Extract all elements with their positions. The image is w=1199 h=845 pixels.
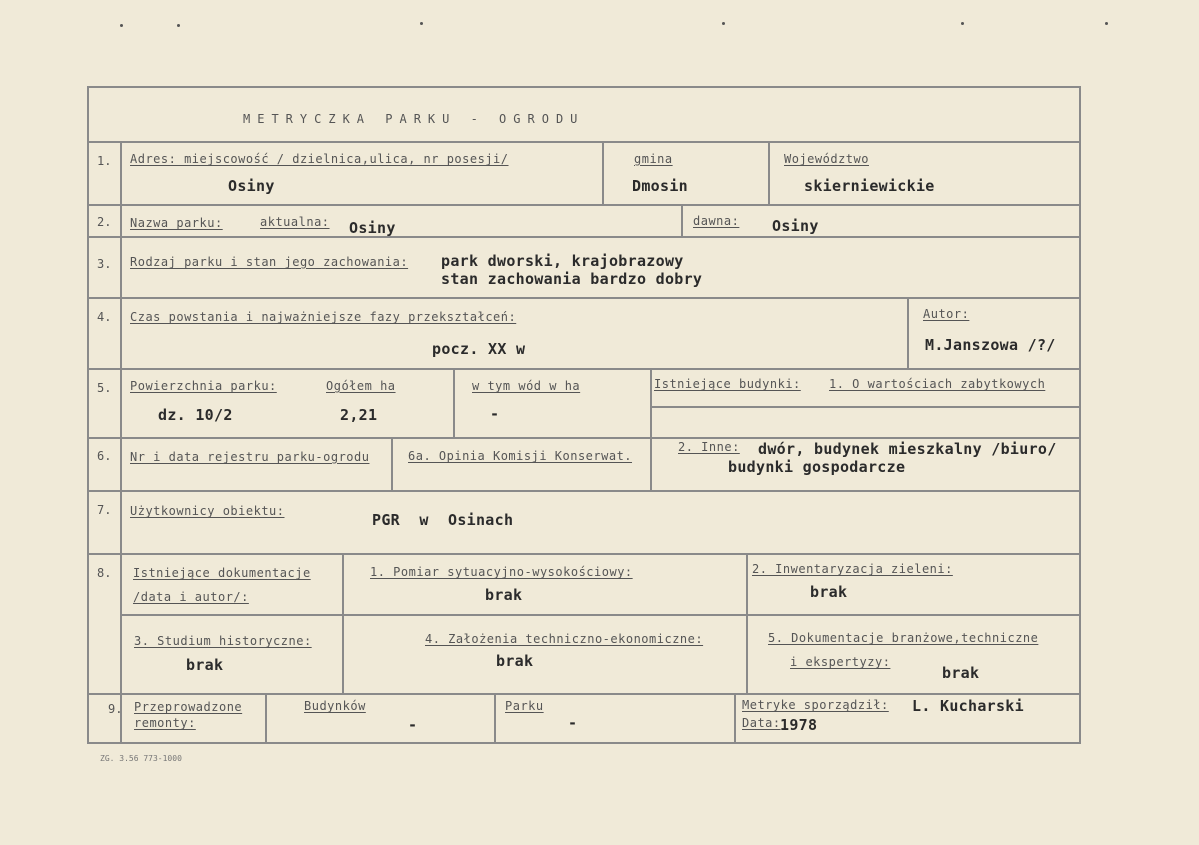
date-value: 1978 [780, 716, 818, 734]
cell-divider [907, 297, 909, 368]
cell-divider [746, 553, 748, 693]
users-label: Użytkownicy obiektu: [130, 504, 285, 518]
paper-dot [722, 22, 725, 25]
former-name-label: dawna: [693, 214, 740, 228]
row-divider [650, 406, 1081, 408]
renovations-label: Przeprowadzone [134, 700, 243, 714]
trade-documentation-value: brak [942, 664, 980, 682]
gmina-label: gmina [634, 152, 673, 166]
cell-divider [734, 693, 736, 744]
paper-dot [961, 22, 964, 25]
cell-divider [650, 368, 652, 490]
row-divider [87, 204, 1081, 206]
row-divider [87, 297, 1081, 299]
park-area-label: Powierzchnia parku: [130, 379, 277, 393]
users-value: PGR w Osinach [372, 511, 514, 529]
expertise-label: i ekspertyzy: [790, 655, 891, 669]
park-renovation-value: - [568, 714, 578, 732]
park-renovation-label: Parku [505, 699, 544, 713]
row-divider [87, 236, 1081, 238]
renovations-sub-label: remonty: [134, 716, 196, 730]
existing-buildings-label: Istniejące budynki: [654, 377, 801, 391]
prepared-by-value: L. Kucharski [912, 697, 1024, 715]
row-divider [87, 693, 1081, 695]
cell-divider [494, 693, 496, 744]
historical-study-value: brak [186, 656, 224, 674]
documentation-label: Istniejące dokumentacje [133, 566, 311, 580]
farm-buildings-value: budynki gospodarcze [728, 458, 906, 476]
gmina-value: Dmosin [632, 177, 688, 195]
total-area-label: Ogółem ha [326, 379, 396, 393]
address-label: Adres: miejscowość / dzielnica,ulica, nr posesji/ [130, 152, 509, 166]
row-divider [120, 614, 1081, 616]
author-value: M.Janszowa /?/ [925, 336, 1056, 354]
trade-documentation-label: 5. Dokumentacje branżowe,techniczne [768, 631, 1039, 645]
row-divider [87, 437, 1081, 439]
documentation-date-label: /data i autor/: [133, 590, 249, 604]
paper-dot [120, 24, 123, 27]
greenery-inventory-value: brak [810, 583, 848, 601]
other-buildings-label: 2. Inne: [678, 440, 740, 454]
park-type-label: Rodzaj parku i stan jego zachowania: [130, 255, 409, 269]
survey-label: 1. Pomiar sytuacyjno-wysokościowy: [370, 565, 633, 579]
other-buildings-value: dwór, budynek mieszkalny /biuro/ [758, 440, 1057, 458]
condition-value: stan zachowania bardzo dobry [441, 270, 703, 288]
row-divider [87, 490, 1081, 492]
row-divider [87, 553, 1081, 555]
buildings-renovation-value: - [408, 716, 418, 734]
row-number: 1. [97, 154, 112, 168]
cell-divider [768, 141, 770, 204]
cell-divider [265, 693, 267, 744]
address-value: Osiny [228, 177, 275, 195]
row-number: 2. [97, 215, 112, 229]
form-title: METRYCZKA PARKU - OGRODU [243, 112, 585, 126]
total-area-value: 2,21 [340, 406, 378, 424]
plot-number-value: dz. 10/2 [158, 406, 233, 424]
paper-dot [420, 22, 423, 25]
cell-divider [681, 204, 683, 236]
row-number: 9. [108, 702, 123, 716]
print-stamp: ZG. 3.56 773-1000 [100, 754, 182, 763]
cell-divider [453, 368, 455, 437]
paper-dot [1105, 22, 1108, 25]
row-number: 5. [97, 381, 112, 395]
park-type-value: park dworski, krajobrazowy [441, 252, 684, 270]
greenery-inventory-label: 2. Inwentaryzacja zieleni: [752, 562, 953, 576]
buildings-renovation-label: Budynków [304, 699, 366, 713]
survey-value: brak [485, 586, 523, 604]
row-divider [87, 141, 1081, 143]
row-divider [87, 368, 1081, 370]
row-number: 4. [97, 310, 112, 324]
current-name-value: Osiny [349, 219, 396, 237]
water-area-label: w tym wód w ha [472, 379, 581, 393]
author-label: Autor: [923, 307, 970, 321]
technical-assumptions-value: brak [496, 652, 534, 670]
water-area-value: - [490, 405, 500, 423]
date-label: Data: [742, 716, 781, 730]
park-name-label: Nazwa parku: [130, 216, 223, 230]
former-name-value: Osiny [772, 217, 819, 235]
cell-divider [342, 553, 344, 693]
creation-time-value: pocz. XX w [432, 340, 526, 358]
historical-study-label: 3. Studium historyczne: [134, 634, 312, 648]
row-number: 6. [97, 449, 112, 463]
conservation-opinion-label: 6a. Opinia Komisji Konserwat. [408, 449, 633, 463]
voivodeship-label: Województwo [784, 152, 869, 166]
voivodeship-value: skierniewickie [804, 177, 935, 195]
row-number: 7. [97, 503, 112, 517]
historic-buildings-label: 1. O wartościach zabytkowych [829, 377, 1046, 391]
paper-dot [177, 24, 180, 27]
prepared-by-label: Metryke sporządził: [742, 698, 889, 712]
register-label: Nr i data rejestru parku-ogrodu [130, 450, 370, 464]
row-number: 8. [97, 566, 112, 580]
cell-divider [391, 437, 393, 490]
number-column-divider [120, 141, 122, 744]
creation-time-label: Czas powstania i najważniejsze fazy przekształceń: [130, 310, 517, 324]
cell-divider [602, 141, 604, 204]
technical-assumptions-label: 4. Założenia techniczno-ekonomiczne: [425, 632, 704, 646]
current-name-label: aktualna: [260, 215, 330, 229]
row-number: 3. [97, 257, 112, 271]
